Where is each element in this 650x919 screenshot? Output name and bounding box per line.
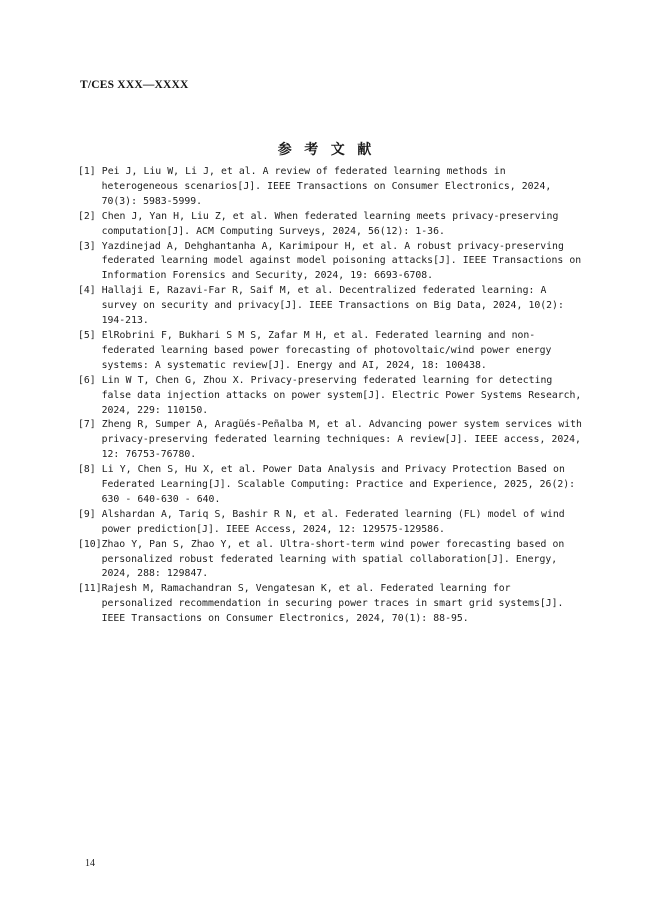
references-list — [78, 165, 586, 627]
reference-item: [9] Alshardan A, Tariq S, Bashir R N, et al. Federated learning (FL) model of wind power prediction[J]. IEEE Access, 2024, 12: 129575-129586. — [78, 508, 565, 535]
reference-item: [6] Lin W T, Chen G, Zhou X. Privacy-preserving federated learning for detecting false data injection attacks on power system[J]. Electric Power Systems Research, 2024, 229: 110150. — [78, 374, 582, 416]
reference-item: [8] Li Y, Chen S, Hu X, et al. Power Data Analysis and Privacy Protection Based on Federated Learning[J]. Scalable Computing: Practice and Experience, 2025, 26(2): 630 - 640-630 - 640. — [78, 464, 576, 505]
page-number: 14 — [85, 858, 95, 869]
reference-item: [11]Rajesh M, Ramachandran S, Vengatesan K, et al. Federated learning for personalized recommendation in securing power traces in smart grid systems[J]. IEEE Transactions on Consumer Electronics, 2024, 70(1): 88-95. — [78, 583, 564, 625]
reference-item: [3] Yazdinejad A, Dehghantanha A, Karimipour H, et al. A robust privacy-preserving federated learning model against model poisoning attacks[J]. IEEE Transactions on Information Forensics and Security, 2024, 19: 6693-6708. — [78, 240, 582, 282]
references-section-title: 参 考 文 献 — [277, 143, 373, 158]
reference-item: [5] ElRobrini F, Bukhari S M S, Zafar M H, et al. Federated learning and non-federated learning based power forecasting of photovoltaic/wind power energy systems: A systematic review[J]. Energy and AI, 2024, 18: 100438. — [78, 329, 552, 371]
document-standard-code: T/CES XXX—XXXX — [80, 79, 189, 91]
reference-item: [7] Zheng R, Sumper A, Aragüés-Peñalba M, et al. Advancing power system services with privacy-preserving federated learning techniques: A review[J]. IEEE access, 2024, 12: 76753-76780. — [78, 419, 582, 461]
reference-item: [2] Chen J, Yan H, Liu Z, et al. When federated learning meets privacy-preserving computation[J]. ACM Computing Surveys, 2024, 56(12): 1-36. — [78, 210, 559, 237]
reference-item: [10]Zhao Y, Pan S, Zhao Y, et al. Ultra-short-term wind power forecasting based on personalized robust federated learning with spatial collaboration[J]. Energy, 2024, 288: 129847. — [78, 538, 565, 580]
reference-item: [1] Pei J, Liu W, Li J, et al. A review of federated learning methods in heterogeneous scenarios[J]. IEEE Transactions on Consumer Electronics, 2024, 70(3): 5983-5999. — [78, 166, 552, 207]
reference-item: [4] Hallaji E, Razavi-Far R, Saif M, et al. Decentralized federated learning: A survey on security and privacy[J]. IEEE Transactions on Big Data, 2024, 10(2): 194-213. — [78, 285, 564, 327]
